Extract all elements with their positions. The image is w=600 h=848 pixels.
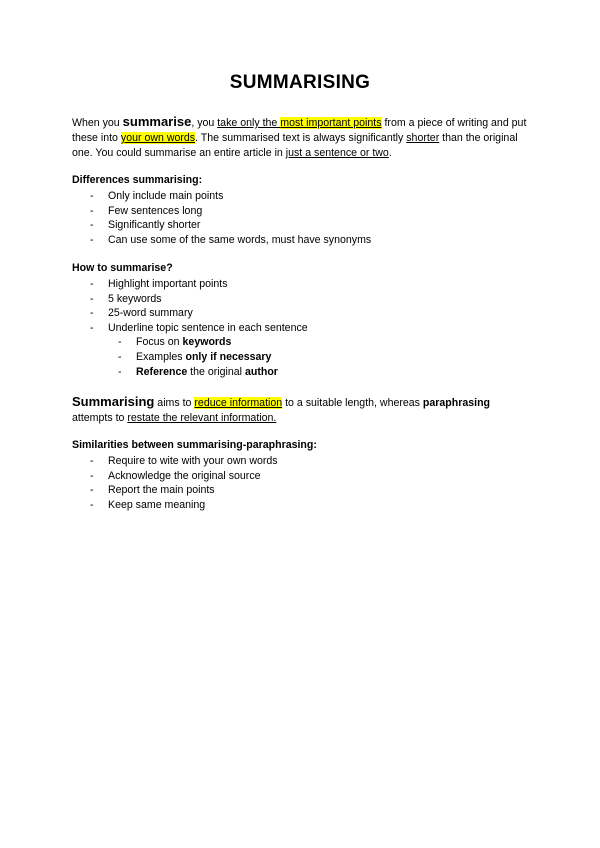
howto-heading: How to summarise? (72, 262, 173, 274)
highlight-most-important-points: most important points (280, 117, 382, 129)
dash-bullet: - (118, 350, 122, 363)
underlined-sentence: just a sentence or two (285, 147, 389, 159)
underlined-phrase: take only the most important points (217, 117, 382, 129)
intro-paragraph: When you summarise, you take only the most important points from a piece of writing and put these into your own words. The summarised text is always significantly shorter than the original one. You could summarise an entire article in just a sentence or two. (72, 114, 527, 159)
dash-bullet: - (90, 190, 94, 202)
underlined-restate: restate the relevant information. (127, 412, 277, 424)
dash-bullet: - (90, 498, 94, 511)
differences-heading: Differences summarising: (72, 174, 203, 186)
dash-bullet: - (90, 292, 94, 305)
dash-bullet: - (118, 336, 122, 349)
dash-bullet: - (90, 307, 94, 320)
dash-bullet: - (118, 365, 122, 378)
dash-bullet: - (90, 278, 94, 290)
dash-bullet: - (90, 204, 94, 217)
intro-text: from a piece of writing and put these into (72, 117, 527, 144)
highlight-reduce-information: reduce information (194, 397, 283, 409)
dash-bullet: - (90, 455, 94, 467)
intro-text: , you (191, 117, 218, 129)
highlight-own-words: your own words (120, 132, 196, 144)
comparison-paragraph: Summarising aims to reduce information to a suitable length, whereas paraphrasing attempts to restate the relevant information. (72, 394, 491, 424)
similarities-heading: Similarities between summarising-paraphrasing: (72, 439, 317, 451)
intro-text: . The summarised text is always significantly (195, 132, 407, 144)
keyword-summarise: summarise (122, 114, 192, 129)
underlined-shorter: shorter (406, 132, 440, 144)
dash-bullet: - (90, 469, 94, 482)
intro-text: When you (72, 117, 123, 129)
intro-text: than the original one. You could summarise an entire article in (72, 132, 518, 159)
keyword-paraphrasing: paraphrasing (422, 397, 491, 409)
dash-bullet: - (90, 233, 94, 246)
document-page: SUMMARISING When you summarise, you take only the most important points from a piece of writing and put these into your own words. The summarised text is always significantly shorter than the original one. You could summarise an entire article in just a sentence or two. Differences summarising: - Only include main points - Few sentences long - Significantly shorter - Can use some of the same words, must have synonyms How to summarise? - Highlight important points - 5 keywords - 25-word summary - Underline topic sentence in each sentence - Focus on keywords - Examples only if necessary - Reference the original author Summarising aims to reduce information to a suitable length, whereas paraphrasing attempts to restate the relevant information. Similarities between summarising-paraphrasing: - Require to wite with your own words - Acknowledge the original source - Report the main points - Keep same meaning (0, 0, 600, 848)
dash-bullet: - (90, 219, 94, 232)
dash-bullet: - (90, 321, 94, 334)
keyword-summarising: Summarising (72, 394, 155, 409)
page-title: SUMMARISING (229, 72, 371, 93)
dash-bullet: - (90, 484, 94, 497)
